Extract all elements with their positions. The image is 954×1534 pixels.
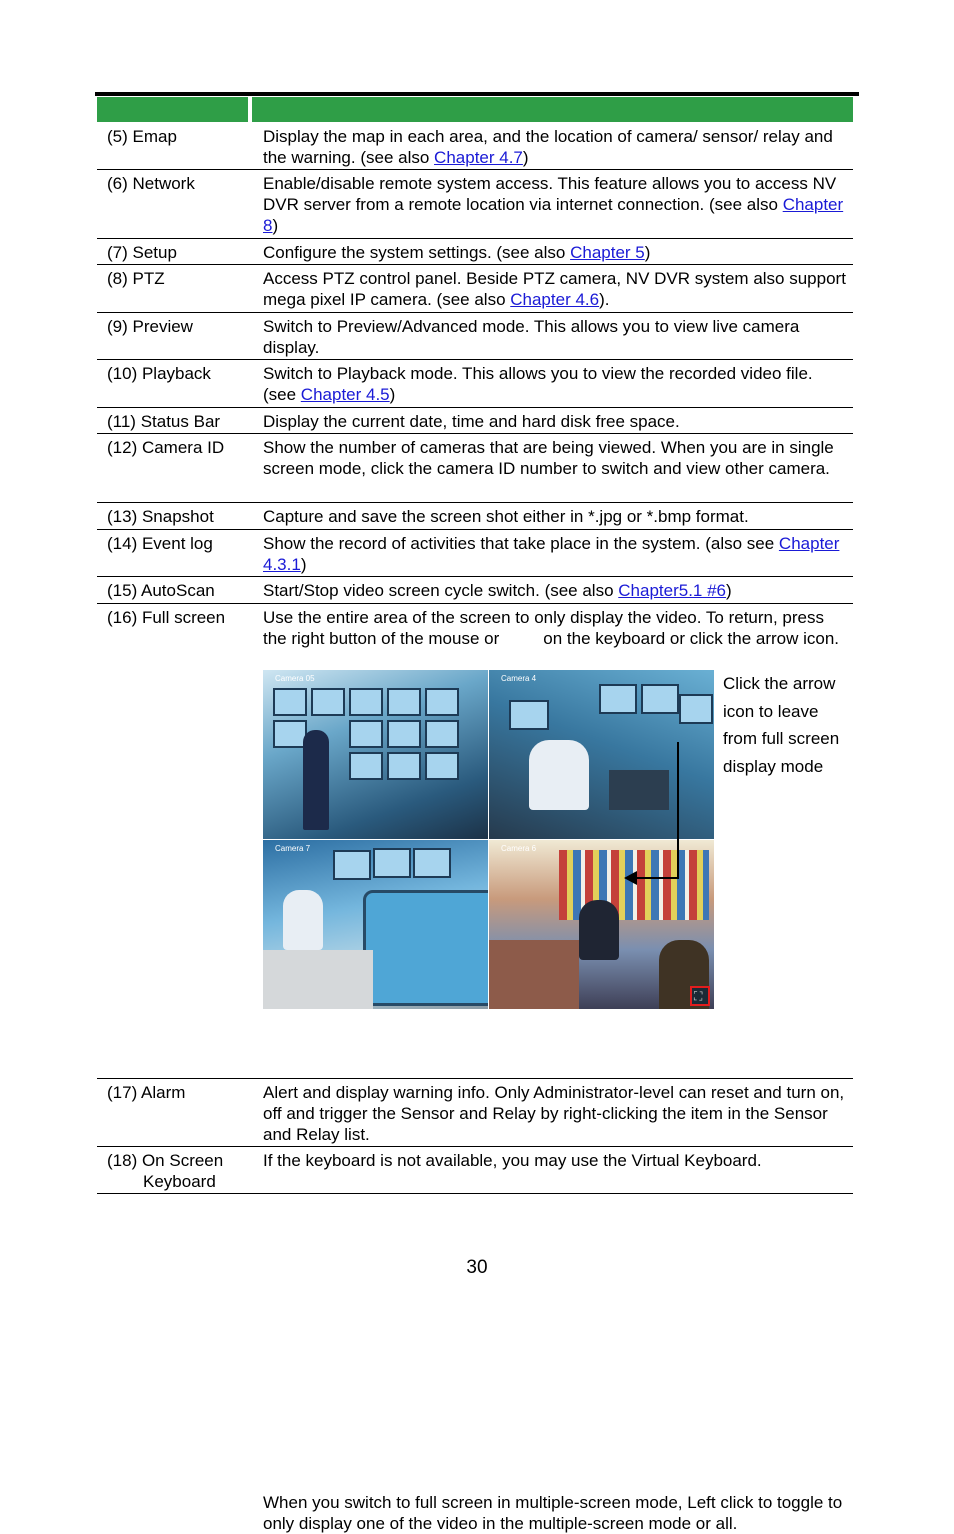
table-row [97, 123, 853, 170]
row-label: (14) Event log [107, 534, 213, 553]
arrow-icon-note: Click the arrow icon to leave from full screen display mode [723, 674, 840, 776]
chapter-link[interactable]: Chapter 8 [263, 195, 844, 235]
table-row [97, 503, 853, 530]
row-description: Show the number of cameras that are being viewed. When you are in single screen mode, click the camera ID number to switch and view other camera. [263, 438, 834, 478]
table-row [97, 577, 853, 604]
row-description: Capture and save the screen shot either in *.jpg or *.bmp format. [263, 507, 749, 526]
row-label: (6) Network [107, 174, 195, 193]
header-divider [248, 97, 252, 122]
row-description: Enable/disable remote system access. This feature allows you to access NV DVR server from a remote location via internet connection. (see also Chapter 8) [263, 174, 844, 235]
table-row [97, 360, 853, 408]
chapter-link[interactable]: Chapter 4.6 [510, 290, 600, 309]
row-label: (9) Preview [107, 317, 193, 336]
chapter-link[interactable]: Chapter 4.3.1 [263, 534, 840, 574]
row-description: Access PTZ control panel. Beside PTZ camera, NV DVR system also support mega pixel IP camera. (see also Chapter 4.6). [263, 269, 846, 309]
table-row [97, 434, 853, 503]
full-screen-toggle-icon[interactable]: ⛶ [690, 986, 710, 1006]
row-description: Display the current date, time and hard disk free space. [263, 412, 680, 431]
row-label: (16) Full screen [107, 608, 226, 627]
row-label: (18) On Screen Keyboard [107, 1151, 224, 1191]
row-description: If the keyboard is not available, you may use the Virtual Keyboard. [263, 1151, 762, 1170]
table-row [97, 265, 853, 313]
row-label: (10) Playback [107, 364, 211, 383]
chapter-link[interactable]: Chapter 5 [570, 243, 645, 262]
row-description: Start/Stop video screen cycle switch. (see also Chapter5.1 #6) [263, 581, 732, 600]
camera-view: Camera 05 [263, 670, 488, 839]
callout-line [636, 877, 679, 879]
row-label: (17) Alarm [107, 1083, 186, 1102]
multi-screen-screenshot [263, 670, 714, 1009]
table-row [97, 530, 853, 577]
row-label: (8) PTZ [107, 269, 165, 288]
table-header-bar [97, 97, 853, 122]
left-arrow-icon [624, 871, 637, 885]
page-number: 30 [466, 1257, 488, 1278]
row-label: (11) Status Bar [107, 412, 221, 431]
top-rule [95, 92, 859, 96]
callout-line [677, 742, 679, 879]
row-label: (5) Emap [107, 127, 177, 146]
row-description-continued: When you switch to full screen in multiple-screen mode, Left click to toggle to only display one of the video in the multiple-screen mode or all. [263, 1493, 843, 1533]
table-row [97, 408, 853, 434]
row-description: Use the entire area of the screen to only display the video. To return, press the right button of the mouse or on the keyboard or click the arrow icon. [263, 608, 840, 648]
chapter-link[interactable]: Chapter5.1 #6 [618, 581, 727, 600]
row-description: Alert and display warning info. Only Administrator-level can reset and turn on, off and trigger the Sensor and Relay by right-clicking the item in the Sensor and Relay list. [263, 1083, 845, 1144]
row-description: Display the map in each area, and the location of camera/ sensor/ relay and the warning. (see also Chapter 4.7) [263, 127, 833, 167]
camera-view: Camera 4 [489, 670, 714, 839]
row-description: Show the record of activities that take place in the system. (also see Chapter 4.3.1) [263, 534, 840, 574]
row-label: (7) Setup [107, 243, 177, 262]
camera-view: Camera 7 [263, 840, 488, 1009]
table-row [97, 1079, 853, 1147]
row-description: Switch to Playback mode. This allows you to view the recorded video file. (see Chapter 4.5) [263, 364, 813, 404]
row-description: Configure the system settings. (see also Chapter 5) [263, 243, 651, 262]
table-row [97, 1147, 853, 1194]
row-label: (12) Camera ID [107, 438, 225, 457]
table-row [97, 239, 853, 265]
row-label: (15) AutoScan [107, 581, 215, 600]
table-row [97, 170, 853, 239]
row-description: Switch to Preview/Advanced mode. This allows you to view live camera display. [263, 317, 800, 357]
camera-view: Camera 6 [489, 840, 714, 1009]
chapter-link[interactable]: Chapter 4.5 [300, 385, 390, 404]
chapter-link[interactable]: Chapter 4.7 [434, 148, 523, 167]
row-label: (13) Snapshot [107, 507, 214, 526]
table-row [97, 313, 853, 360]
